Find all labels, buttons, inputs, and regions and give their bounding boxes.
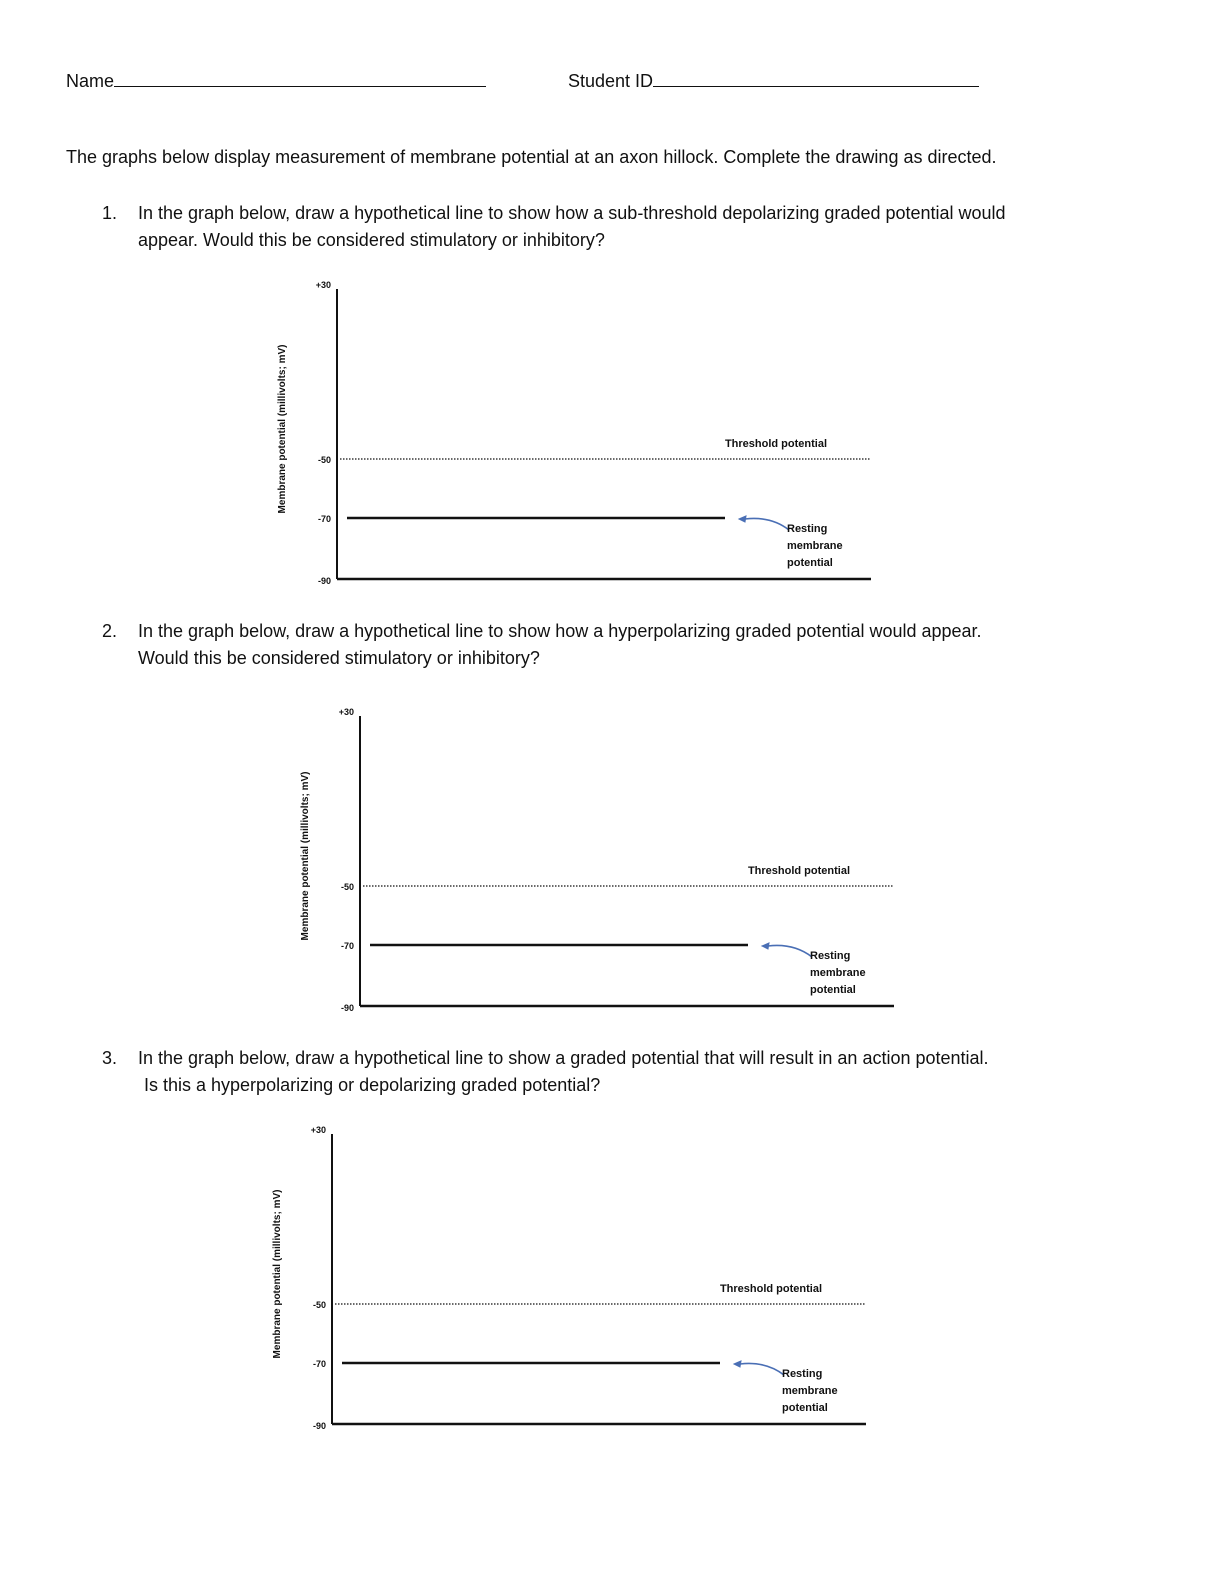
resting-arrow xyxy=(740,1363,784,1375)
question-2 xyxy=(102,618,1202,672)
resting-label-line3: potential xyxy=(787,557,833,569)
intro-text: The graphs below display measurement of membrane potential at an axon hillock. Complete the drawing as directed. xyxy=(66,147,997,167)
resting-label-line3: potential xyxy=(810,984,856,996)
resting-label-line2: membrane xyxy=(810,967,866,979)
student-id-blank[interactable] xyxy=(653,68,979,87)
question-1 xyxy=(102,200,1202,254)
arrow-head-icon xyxy=(762,943,769,949)
y-axis-label: Membrane potential (millivolts; mV) xyxy=(300,771,311,941)
y-tick-label: -70 xyxy=(340,941,354,951)
resting-label-line3: potential xyxy=(782,1402,828,1414)
resting-label-line1: Resting xyxy=(810,950,851,962)
question-text-line2: Is this a hyperpolarizing or depolarizing graded potential? xyxy=(144,1075,601,1095)
question-text-line2: Would this be considered stimulatory or inhibitory? xyxy=(138,648,540,668)
resting-label-line2: membrane xyxy=(782,1385,838,1397)
resting-arrow xyxy=(745,518,789,530)
threshold-label: Threshold potential xyxy=(719,1283,822,1295)
y-tick-label: -50 xyxy=(340,882,354,892)
resting-label-line1: Resting xyxy=(787,523,828,535)
name-blank[interactable] xyxy=(114,68,486,87)
question-number: 2. xyxy=(102,621,118,641)
y-tick-label: -70 xyxy=(317,514,331,524)
y-tick-label: +30 xyxy=(315,280,331,290)
arrow-head-icon xyxy=(739,516,746,522)
y-axis-label: Membrane potential (millivolts; mV) xyxy=(277,344,288,514)
question-text-line2: appear. Would this be considered stimulatory or inhibitory? xyxy=(138,230,605,250)
y-tick-label: -70 xyxy=(312,1359,326,1369)
question-number: 1. xyxy=(102,203,118,223)
question-number: 3. xyxy=(102,1048,118,1068)
graph-1[interactable] xyxy=(255,275,885,595)
question-text-line1: In the graph below, draw a hypothetical line to show how a sub-threshold depolarizing graded potential would xyxy=(138,203,1006,223)
student-id-field xyxy=(568,68,979,92)
graph-2[interactable] xyxy=(278,702,908,1022)
resting-label-line2: membrane xyxy=(787,540,843,552)
y-tick-label: +30 xyxy=(338,707,354,717)
resting-label-line1: Resting xyxy=(782,1368,823,1380)
question-text-line1: In the graph below, draw a hypothetical line to show how a hyperpolarizing graded potential would appear. xyxy=(138,621,982,641)
y-tick-label: -50 xyxy=(312,1300,326,1310)
y-tick-label: +30 xyxy=(310,1125,326,1135)
y-axis-label: Membrane potential (millivolts; mV) xyxy=(272,1189,283,1359)
question-text-line1: In the graph below, draw a hypothetical line to show a graded potential that will result in an action potential. xyxy=(138,1048,989,1068)
y-tick-label: -50 xyxy=(317,455,331,465)
question-3 xyxy=(102,1045,1202,1099)
y-tick-label: -90 xyxy=(340,1003,354,1013)
threshold-label: Threshold potential xyxy=(724,438,827,450)
y-tick-label: -90 xyxy=(317,576,331,586)
arrow-head-icon xyxy=(734,1361,741,1367)
y-tick-label: -90 xyxy=(312,1421,326,1431)
threshold-label: Threshold potential xyxy=(747,865,850,877)
name-field xyxy=(66,68,486,92)
student-id-label: Student ID xyxy=(568,71,654,91)
graph-3[interactable] xyxy=(250,1120,880,1440)
name-label: Name xyxy=(66,71,115,91)
resting-arrow xyxy=(768,945,812,957)
